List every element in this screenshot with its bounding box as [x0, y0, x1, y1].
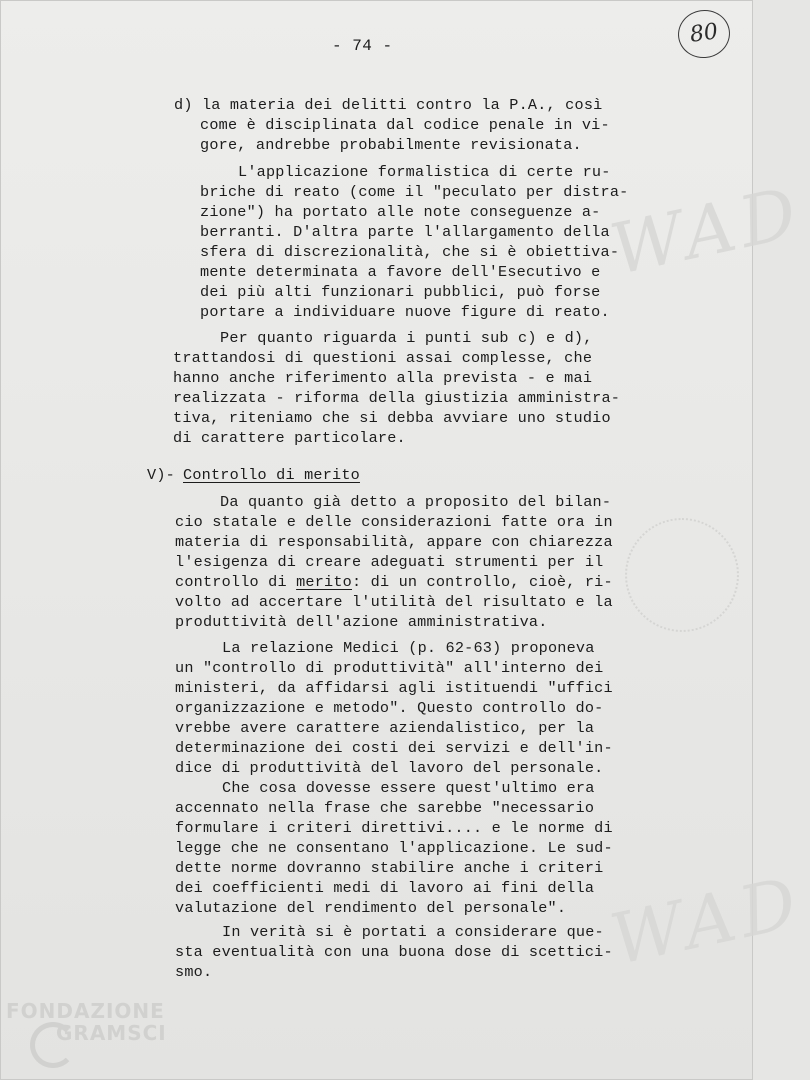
- archive-number-stamp: [675, 7, 733, 62]
- text-segment: : di un controllo, cioè, ri-: [352, 573, 613, 591]
- text-line: accennato nella frase che sarebbe "necessario: [175, 799, 595, 817]
- text-line: Da quanto già detto a proposito del bilan-: [220, 493, 612, 511]
- text-line: sta eventualità con una buona dose di scettici-: [175, 943, 613, 961]
- text-line: volto ad accertare l'utilità del risultato e la: [175, 593, 613, 611]
- text-line: In verità si è portati a considerare que-: [222, 923, 604, 941]
- text-line: Per quanto riguarda i punti sub c) e d),: [220, 329, 593, 347]
- text-line: La relazione Medici (p. 62-63) proponeva: [222, 639, 595, 657]
- text-line: determinazione dei costi dei servizi e dell'in-: [175, 739, 613, 757]
- text-line: berranti. D'altra parte l'allargamento della: [200, 223, 610, 241]
- text-line: mente determinata a favore dell'Esecutivo e: [200, 263, 601, 281]
- text-line: [175, 572, 613, 592]
- text-line: cio statale e delle considerazioni fatte ora in: [175, 513, 613, 531]
- logo-g-icon: [30, 1022, 76, 1068]
- text-line: portare a individuare nuove figure di reato.: [200, 303, 610, 321]
- text-line: come è disciplinata dal codice penale in vi-: [200, 116, 610, 134]
- text-line: di carattere particolare.: [173, 429, 406, 447]
- watermark-stamp-bottom: WAD: [603, 860, 810, 982]
- text-line: dei più alti funzionari pubblici, può forse: [200, 283, 601, 301]
- text-line: produttività dell'azione amministrativa.: [175, 613, 548, 631]
- text-line: dette norme dovranno stabilire anche i criteri: [175, 859, 604, 877]
- text-line: un "controllo di produttività" all'interno dei: [175, 659, 604, 677]
- text-line: hanno anche riferimento alla prevista - e mai: [173, 369, 593, 387]
- text-line: realizzata - riforma della giustizia amministra-: [173, 389, 621, 407]
- text-line: dei coefficienti medi di lavoro ai fini della: [175, 879, 595, 897]
- text-line: briche di reato (come il "peculato per distra-: [200, 183, 629, 201]
- page-number: - 74 -: [332, 37, 393, 55]
- text-line: smo.: [175, 963, 213, 981]
- text-line: legge che ne consentano l'applicazione. Le sud-: [175, 839, 613, 857]
- section-heading: Controllo di merito: [183, 466, 360, 484]
- text-line: tiva, riteniamo che si debba avviare uno studio: [173, 409, 611, 427]
- text-line: l'esigenza di creare adeguati strumenti per il: [175, 553, 604, 571]
- text-line: dice di produttività del lavoro del personale.: [175, 759, 604, 777]
- text-line: vrebbe avere carattere aziendalistico, per la: [175, 719, 595, 737]
- archive-number: 80: [688, 19, 720, 48]
- fondazione-gramsci-logo: [6, 1000, 167, 1044]
- text-line: gore, andrebbe probabilmente revisionata.: [200, 136, 582, 154]
- text-line: L'applicazione formalistica di certe ru-: [238, 163, 611, 181]
- text-line: formulare i criteri direttivi.... e le norme di: [175, 819, 613, 837]
- text-line: organizzazione e metodo". Questo controllo do-: [175, 699, 604, 717]
- underlined-word: merito: [296, 573, 352, 591]
- logo-line-1: FONDAZIONE: [6, 999, 165, 1023]
- logo-line-2: GRAMSCI: [56, 1021, 167, 1045]
- faint-seal: [625, 518, 739, 632]
- text-segment: controllo di: [175, 573, 287, 591]
- text-line: materia di responsabilità, appare con chiarezza: [175, 533, 613, 551]
- text-line: d) la materia dei delitti contro la P.A., così: [174, 96, 603, 114]
- text-line: valutazione del rendimento del personale".: [175, 899, 567, 917]
- watermark-stamp-top: WAD: [603, 170, 810, 292]
- text-line: ministeri, da affidarsi agli istituendi "uffici: [175, 679, 613, 697]
- text-line: zione") ha portato alle note conseguenze a-: [200, 203, 601, 221]
- text-line: Che cosa dovesse essere quest'ultimo era: [222, 779, 595, 797]
- section-number: V)-: [147, 466, 175, 484]
- text-line: trattandosi di questioni assai complesse, che: [173, 349, 593, 367]
- text-line: sfera di discrezionalità, che si è obiettiva-: [200, 243, 620, 261]
